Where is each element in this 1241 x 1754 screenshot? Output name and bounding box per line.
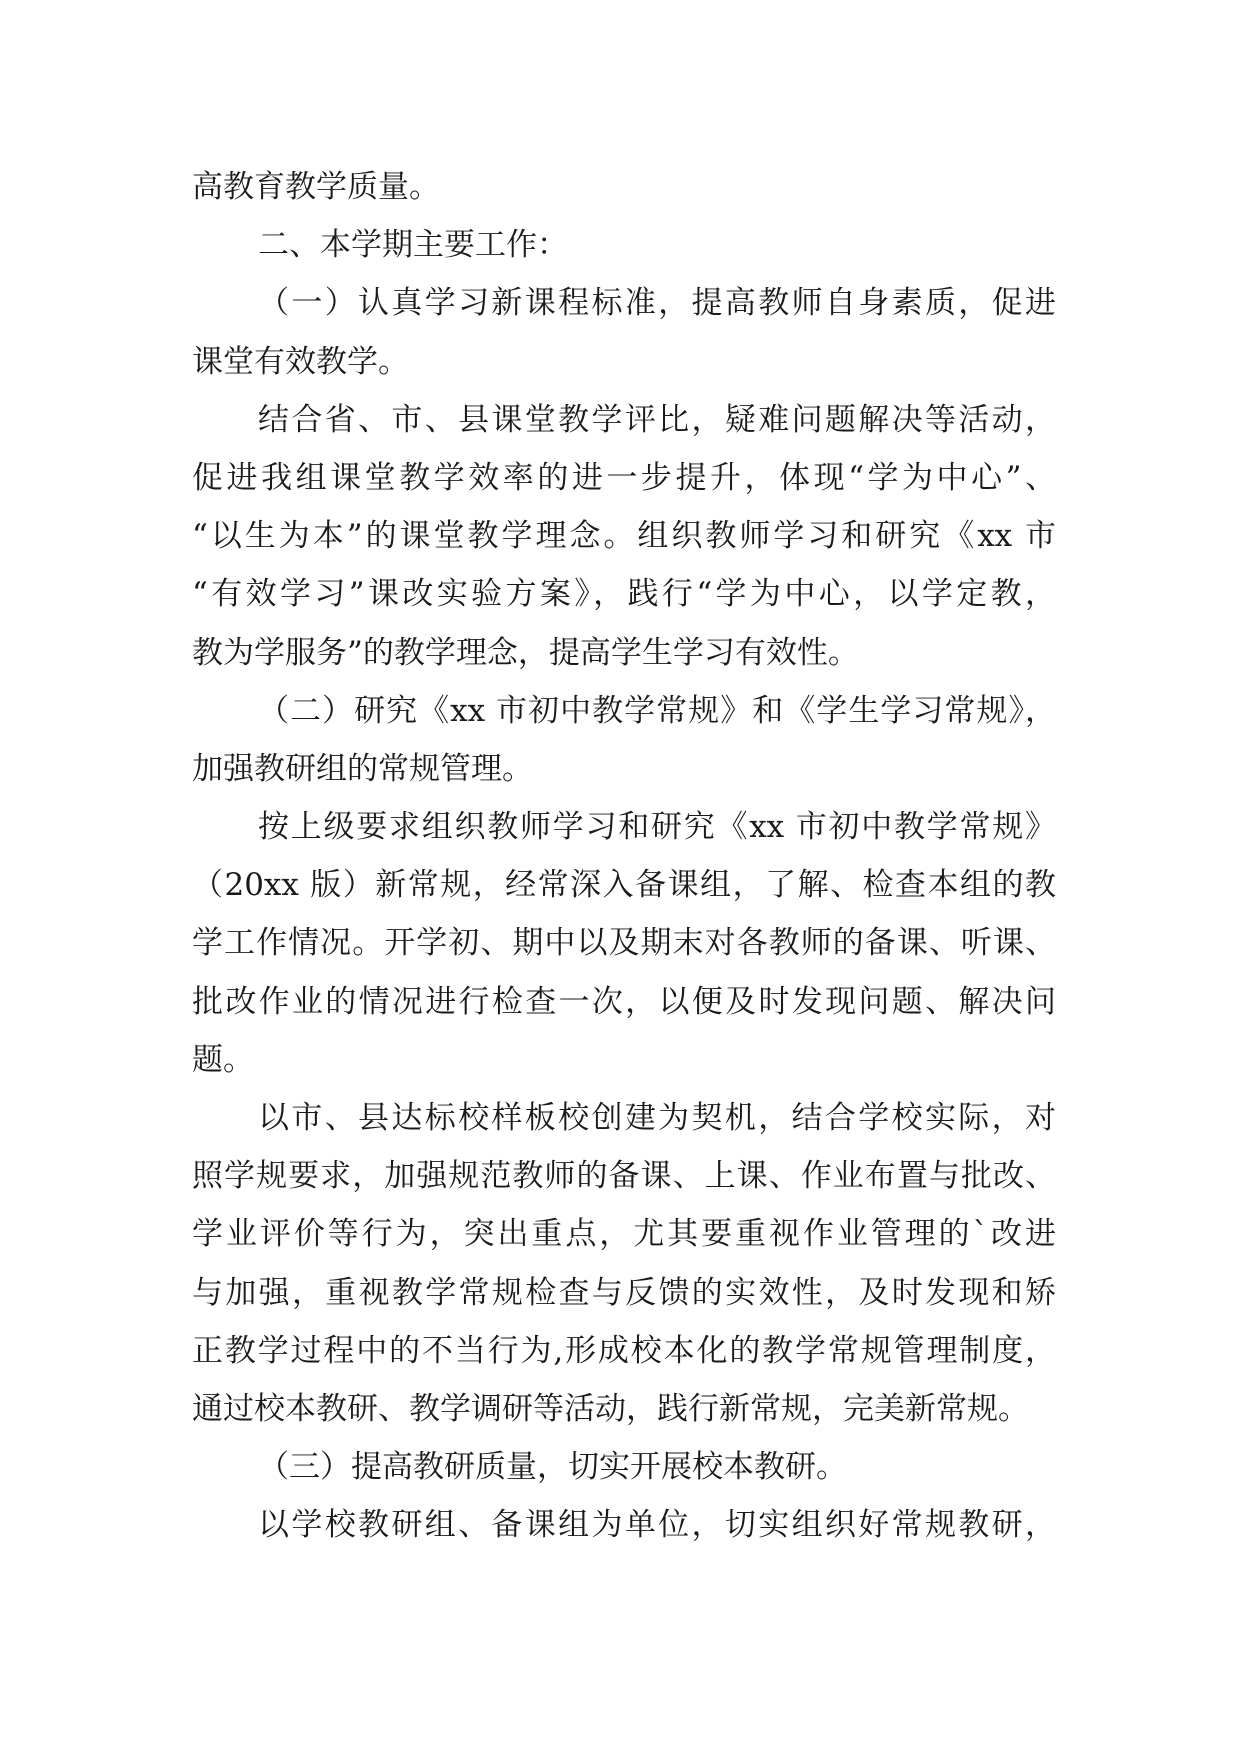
- text-line: 结合省、市、县课堂教学评比，疑难问题解决等活动，: [258, 401, 1056, 438]
- subsection-heading: （三）提高教研质量，切实开展校本教研。: [258, 1449, 847, 1486]
- text-line: 通过校本教研、教学调研等活动，践行新常规，完美新常规。: [192, 1390, 1029, 1427]
- text-line: 学业评价等行为，突出重点，尤其要重视作业管理的`改进: [192, 1216, 1056, 1253]
- text-line: 教为学服务”的教学理念，提高学生学习有效性。: [192, 634, 859, 671]
- text-line: 以市、县达标校样板校创建为契机，结合学校实际，对: [258, 1100, 1056, 1136]
- text-line: 与加强，重视教学常规检查与反馈的实效性，及时发现和矫: [192, 1274, 1056, 1311]
- text-line: 促进我组课堂教学效率的进一步提升，体现“学为中心”、: [192, 459, 1056, 496]
- text-line: 题。: [192, 1041, 254, 1078]
- text-line: “有效学习”课改实验方案》，践行“学为中心，以学定教，: [192, 576, 1056, 613]
- text-line: 批改作业的情况进行检查一次，以便及时发现问题、解决问: [192, 983, 1056, 1020]
- text-line: 按上级要求组织教师学习和研究《xx 市初中教学常规》: [258, 809, 1056, 846]
- subsection-heading-continuation: 课堂有效教学。: [192, 343, 409, 380]
- text-line: （20xx 版）新常规，经常深入备课组，了解、检查本组的教: [192, 867, 1056, 904]
- text-line: 正教学过程中的不当行为,形成校本化的教学常规管理制度，: [192, 1332, 1056, 1369]
- text-line: “以生为本”的课堂教学理念。组织教师学习和研究《xx 市: [192, 518, 1056, 555]
- subsection-heading-continuation: 加强教研组的常规管理。: [192, 750, 533, 787]
- document-body: [192, 158, 1056, 1555]
- subsection-heading: （二）研究《xx 市初中教学常规》和《学生学习常规》，: [258, 692, 1056, 729]
- text-line: 照学规要求，加强规范教师的备课、上课、作业布置与批改、: [192, 1158, 1056, 1195]
- section-heading: 二、本学期主要工作：: [258, 227, 568, 264]
- subsection-heading: （一）认真学习新课程标准，提高教师自身素质，促进: [258, 285, 1056, 322]
- text-line: 以学校教研组、备课组为单位，切实组织好常规教研，: [258, 1507, 1056, 1544]
- text-line: 学工作情况。开学初、期中以及期末对各教师的备课、听课、: [192, 925, 1056, 962]
- text-line: 高教育教学质量。: [192, 169, 440, 205]
